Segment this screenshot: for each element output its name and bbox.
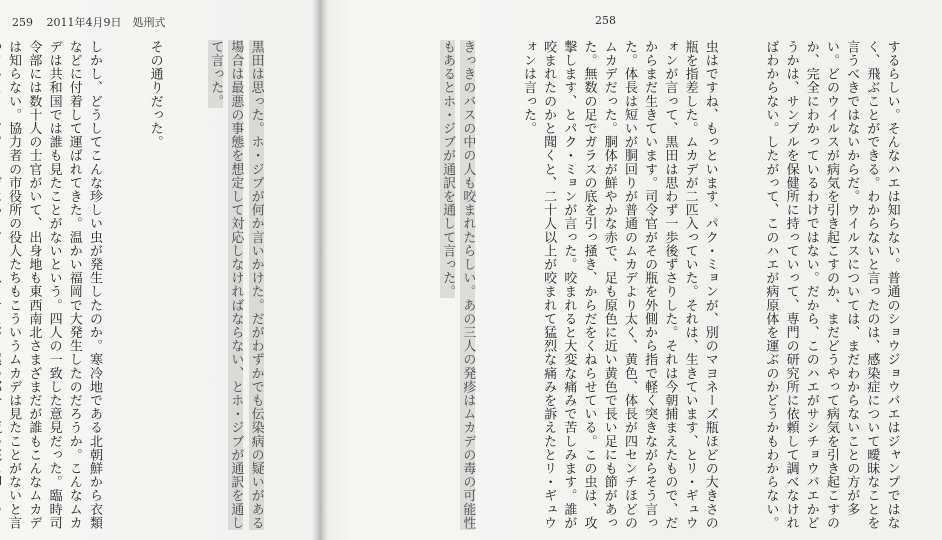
- right-paragraph-1: するらしい。そんなハエは知らない。普通のショウジョウバエはジャンプではなく、飛ぶことができる。わからないと言ったのは、感染症について曖昧なことを言うべきではないからだ。ウイルスについては、まだわからないことの方が多い。どのウイルスが病気を引き起こすのか、まだどうやって病気を引き起こすのか、完全にわかっているわけではない。だから、このハエがサシチョウバエかどうかは、サンプルを保健所に持っていって、専門の研究所に依頼して調べなければわからない。したがって、このハエが病原体を運ぶのかどうかもわからない。: [763, 40, 900, 530]
- right-paragraph-2: 虫はですね、もっといます、パク・ミョンが、別のマヨネーズ瓶ほどの大きさの瓶を指差した。ムカデが二匹入っていた。それは、生きています、とリ・ギュウォンが言って、黒田は思わず一歩後ずさりした。それは今朝捕まえたもので、だからまだ生きています。司令官がその瓶を外側から指で軽く突きながらそう言った。体長は短いが胴回りが普通のムカデより太く、黄色、体長が四センチほどのムカデだった。胴体が鮮やかな赤で、足も原色に近い黄色で長い足にも節があった。無数の足でガラスの底を引っ掻き、からだをくねらせている。この虫は、攻撃します、とパク・ミョンが言った。咬まれると大変な痛みで苦しみます。誰が咬まれたのかと聞くと、二十人以上が咬まれて猛烈な痛みを訴えたとリ・ギュウォンは言った。: [520, 40, 718, 530]
- left-running-title: 2011年4月9日 処刑式: [46, 16, 166, 29]
- left-running-header: [12, 14, 166, 30]
- left-page-body: [6, 40, 306, 530]
- right-running-header: [595, 14, 616, 27]
- left-paragraph-1: しかし、どうしてこんな珍しい虫が発生したのか。寒冷地である北朝鮮から衣類などに付着して運ばれてきた。温かい福岡で大発生したのだろうか。こんなムカデは共和国では誰も見たことがないという。四人の一致した意見だった。臨時司令部には数十人の士官がいて、出身地も東西南北さまざまだが誰もこんなムカデは知らない。協力者の市役所の役人たちもこういうムカデは見たことがないと言: [6, 40, 102, 530]
- left-highlight-passage: 黒田は思った。ホ・ジブが何か言いかけた。だがわずかでも伝染病の疑いがある場合は最悪の事態を想定して対応しなければならない、とホ・ジブが通訳を通して言った。: [208, 40, 264, 530]
- right-page-number: 258: [595, 14, 616, 27]
- left-tail-line: その通りだった。: [147, 40, 163, 149]
- left-page-number: 259: [12, 16, 33, 29]
- right-highlight-passage: きっきのバスの中の人も咬まれたらしい。あの三人の発疹はムカデの毒の可能性もあるとホ・ジブが通訳を通して言った。: [440, 40, 476, 530]
- right-page-body: [440, 40, 942, 530]
- book-gutter: [312, 0, 328, 540]
- left-page: [0, 0, 320, 540]
- right-page: [320, 0, 900, 540]
